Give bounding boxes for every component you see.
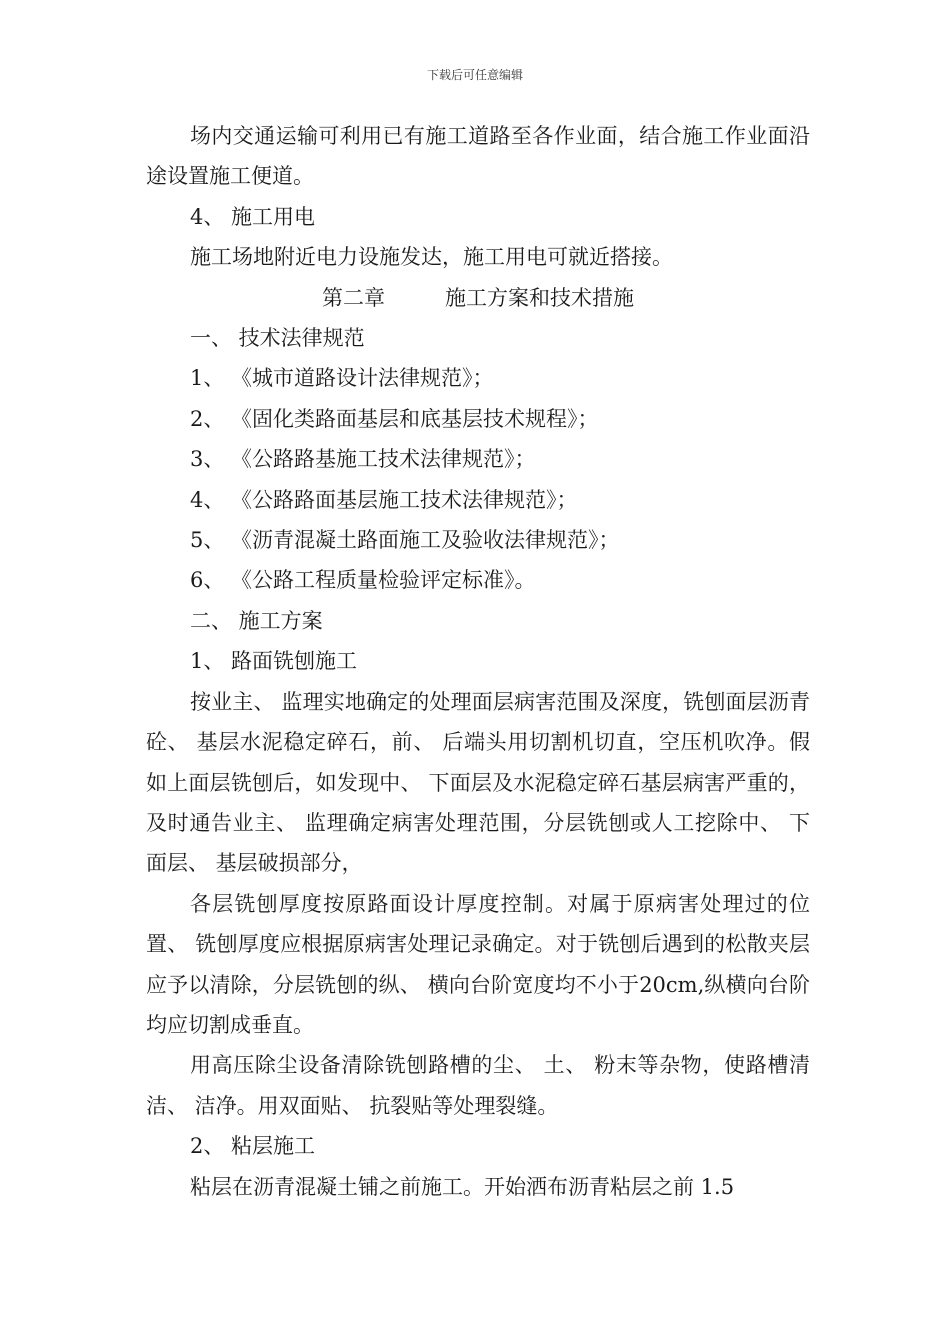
heading-power: 4、 施工用电 <box>190 204 316 229</box>
paragraph-power: 施工场地附近电力设施发达，施工用电可就近搭接。 <box>190 245 673 270</box>
chapter-title: 施工方案和技术措施 <box>445 285 634 310</box>
paragraph-milling-2: 各层铣刨厚度按原路面设计厚度控制。对属于原病害处理过的位置、 铣刨厚度应根据原病害处理记录确定。对于铣刨后遇到的松散夹层应予以清除，分层铣刨的纵、 横向台阶宽度均不小于20cm,纵横向台阶均应切割成垂直。 <box>146 891 810 1037</box>
subheading-tack-coat: 2、 粘层施工 <box>190 1134 316 1159</box>
chapter-number: 第二章 <box>322 285 385 310</box>
norm-item: 6、 《公路工程质量检验评定标准》。 <box>190 568 536 593</box>
subheading-milling: 1、 路面铣刨施工 <box>190 649 358 674</box>
norm-item: 1、 《城市道路设计法律规范》； <box>190 366 494 391</box>
norm-item: 2、 《固化类路面基层和底基层技术规程》； <box>190 406 599 431</box>
norm-item: 4、 《公路路面基层施工技术法律规范》； <box>190 487 578 512</box>
norm-item: 3、 《公路路基施工技术法律规范》； <box>190 447 536 472</box>
norm-item: 5、 《沥青混凝土路面施工及验收法律规范》； <box>190 528 620 553</box>
paragraph-milling-1: 按业主、 监理实地确定的处理面层病害范围及深度，铣刨面层沥青砼、 基层水泥稳定碎石，前、 后端头用切割机切直，空压机吹净。假如上面层铣刨后，如发现中、 下面层及水泥稳定碎石基层病害严重的，及时通告业主、 监理确定病害处理范围，分层铣刨或人工挖除中、 下面层、 基层破损部分， <box>146 689 810 876</box>
paragraph-milling-3: 用高压除尘设备清除铣刨路槽的尘、 土、 粉末等杂物，使路槽清洁、 洁净。用双面贴、 抗裂贴等处理裂缝。 <box>146 1053 810 1118</box>
paragraph-tack-coat: 粘层在沥青混凝土铺之前施工。开始洒布沥青粘层之前 1.5 <box>190 1174 735 1199</box>
section-heading-norms: 一、 技术法律规范 <box>190 326 365 351</box>
section-heading-plan: 二、 施工方案 <box>190 608 323 633</box>
chapter-heading <box>146 278 810 318</box>
page-header: 下载后可任意编辑 <box>426 68 523 82</box>
paragraph-traffic: 场内交通运输可利用已有施工道路至各作业面，结合施工作业面沿途设置施工便道。 <box>146 124 810 189</box>
document-body <box>146 116 810 1207</box>
